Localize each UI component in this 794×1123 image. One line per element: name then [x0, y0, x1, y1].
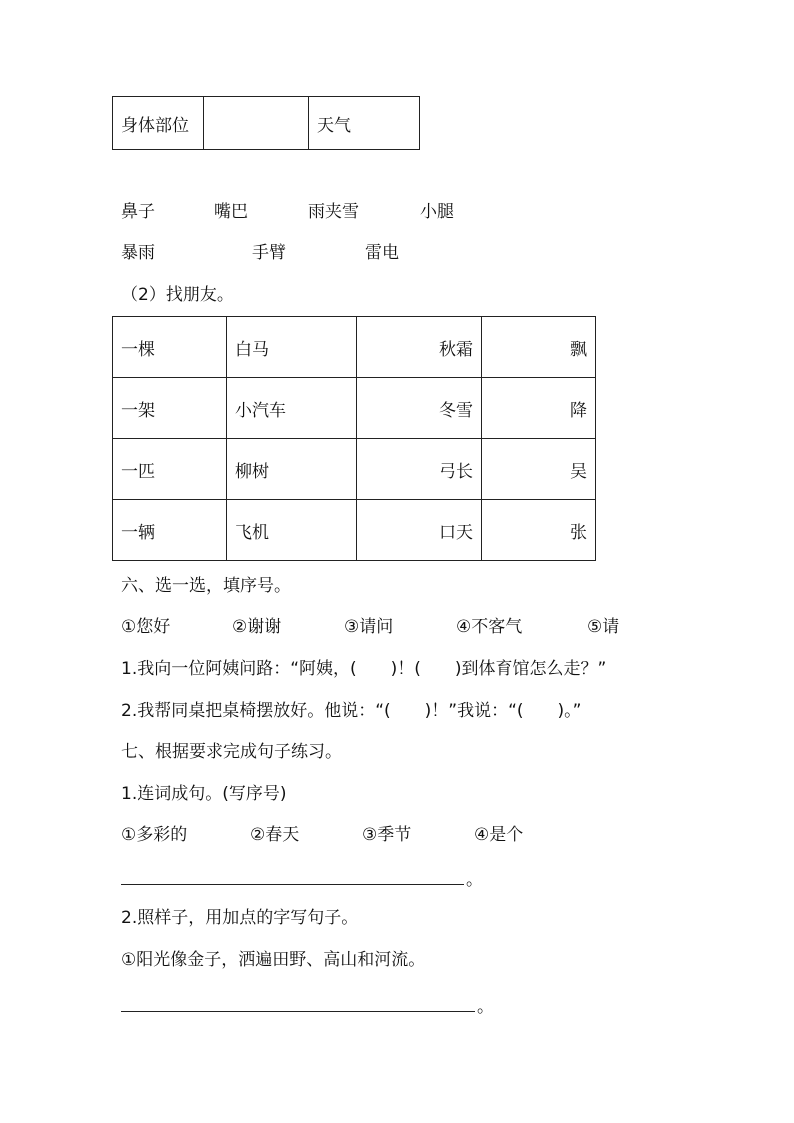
question-title: （2）找朋友。	[121, 285, 234, 305]
question: 2.我帮同桌把桌椅摆放好。他说：“( )！”我说：“( )。”	[121, 701, 582, 721]
table-row	[113, 97, 420, 150]
table-cell: 小汽车	[227, 378, 357, 439]
question: 1.我向一位阿姨问路：“阿姨，( )！( )到体育馆怎么走？”	[121, 659, 607, 679]
option: ①您好	[121, 617, 171, 637]
word: 小腿	[420, 202, 454, 222]
question-title: 2.照样子，用加点的字写句子。	[121, 908, 359, 928]
word: 雨夹雪	[308, 202, 359, 222]
table-cell: 一匹	[113, 439, 227, 500]
table-cell: 白马	[227, 317, 357, 378]
table-row	[113, 317, 596, 378]
section-title: 六、选一选，填序号。	[121, 576, 291, 596]
answer-line[interactable]	[121, 884, 464, 885]
table-cell: 冬雪	[357, 378, 482, 439]
category-table	[112, 96, 420, 150]
word: 鼻子	[121, 202, 155, 222]
period: 。	[466, 870, 483, 890]
table-row	[113, 439, 596, 500]
option: ②谢谢	[232, 617, 282, 637]
table-cell: 飘	[482, 317, 596, 378]
match-table	[112, 316, 596, 561]
table-cell: 柳树	[227, 439, 357, 500]
table-cell: 一辆	[113, 500, 227, 561]
table-cell: 张	[482, 500, 596, 561]
table-cell: 吴	[482, 439, 596, 500]
option: ③季节	[362, 825, 412, 845]
table-row	[113, 500, 596, 561]
word: 手臂	[252, 243, 286, 263]
option: ④是个	[474, 825, 524, 845]
option: ③请问	[344, 617, 394, 637]
table-row	[113, 378, 596, 439]
answer-cell[interactable]	[204, 97, 309, 150]
word: 暴雨	[121, 243, 155, 263]
word: 嘴巴	[214, 202, 248, 222]
table-cell: 飞机	[227, 500, 357, 561]
table-cell: 口天	[357, 500, 482, 561]
table-cell: 身体部位	[113, 97, 204, 150]
section-title: 七、根据要求完成句子练习。	[121, 742, 342, 762]
table-cell: 一架	[113, 378, 227, 439]
table-cell: 降	[482, 378, 596, 439]
question-title: 1.连词成句。(写序号)	[121, 784, 287, 804]
example-sentence: ①阳光像金子，洒遍田野、高山和河流。	[121, 950, 426, 970]
word: 雷电	[365, 243, 399, 263]
table-cell: 秋霜	[357, 317, 482, 378]
option: ⑤请	[587, 617, 620, 637]
option: ①多彩的	[121, 825, 188, 845]
answer-line[interactable]	[121, 1011, 475, 1012]
period: 。	[477, 997, 494, 1017]
table-cell: 弓长	[357, 439, 482, 500]
table-cell: 天气	[309, 97, 420, 150]
option: ②春天	[250, 825, 300, 845]
table-cell: 一棵	[113, 317, 227, 378]
option: ④不客气	[456, 617, 523, 637]
